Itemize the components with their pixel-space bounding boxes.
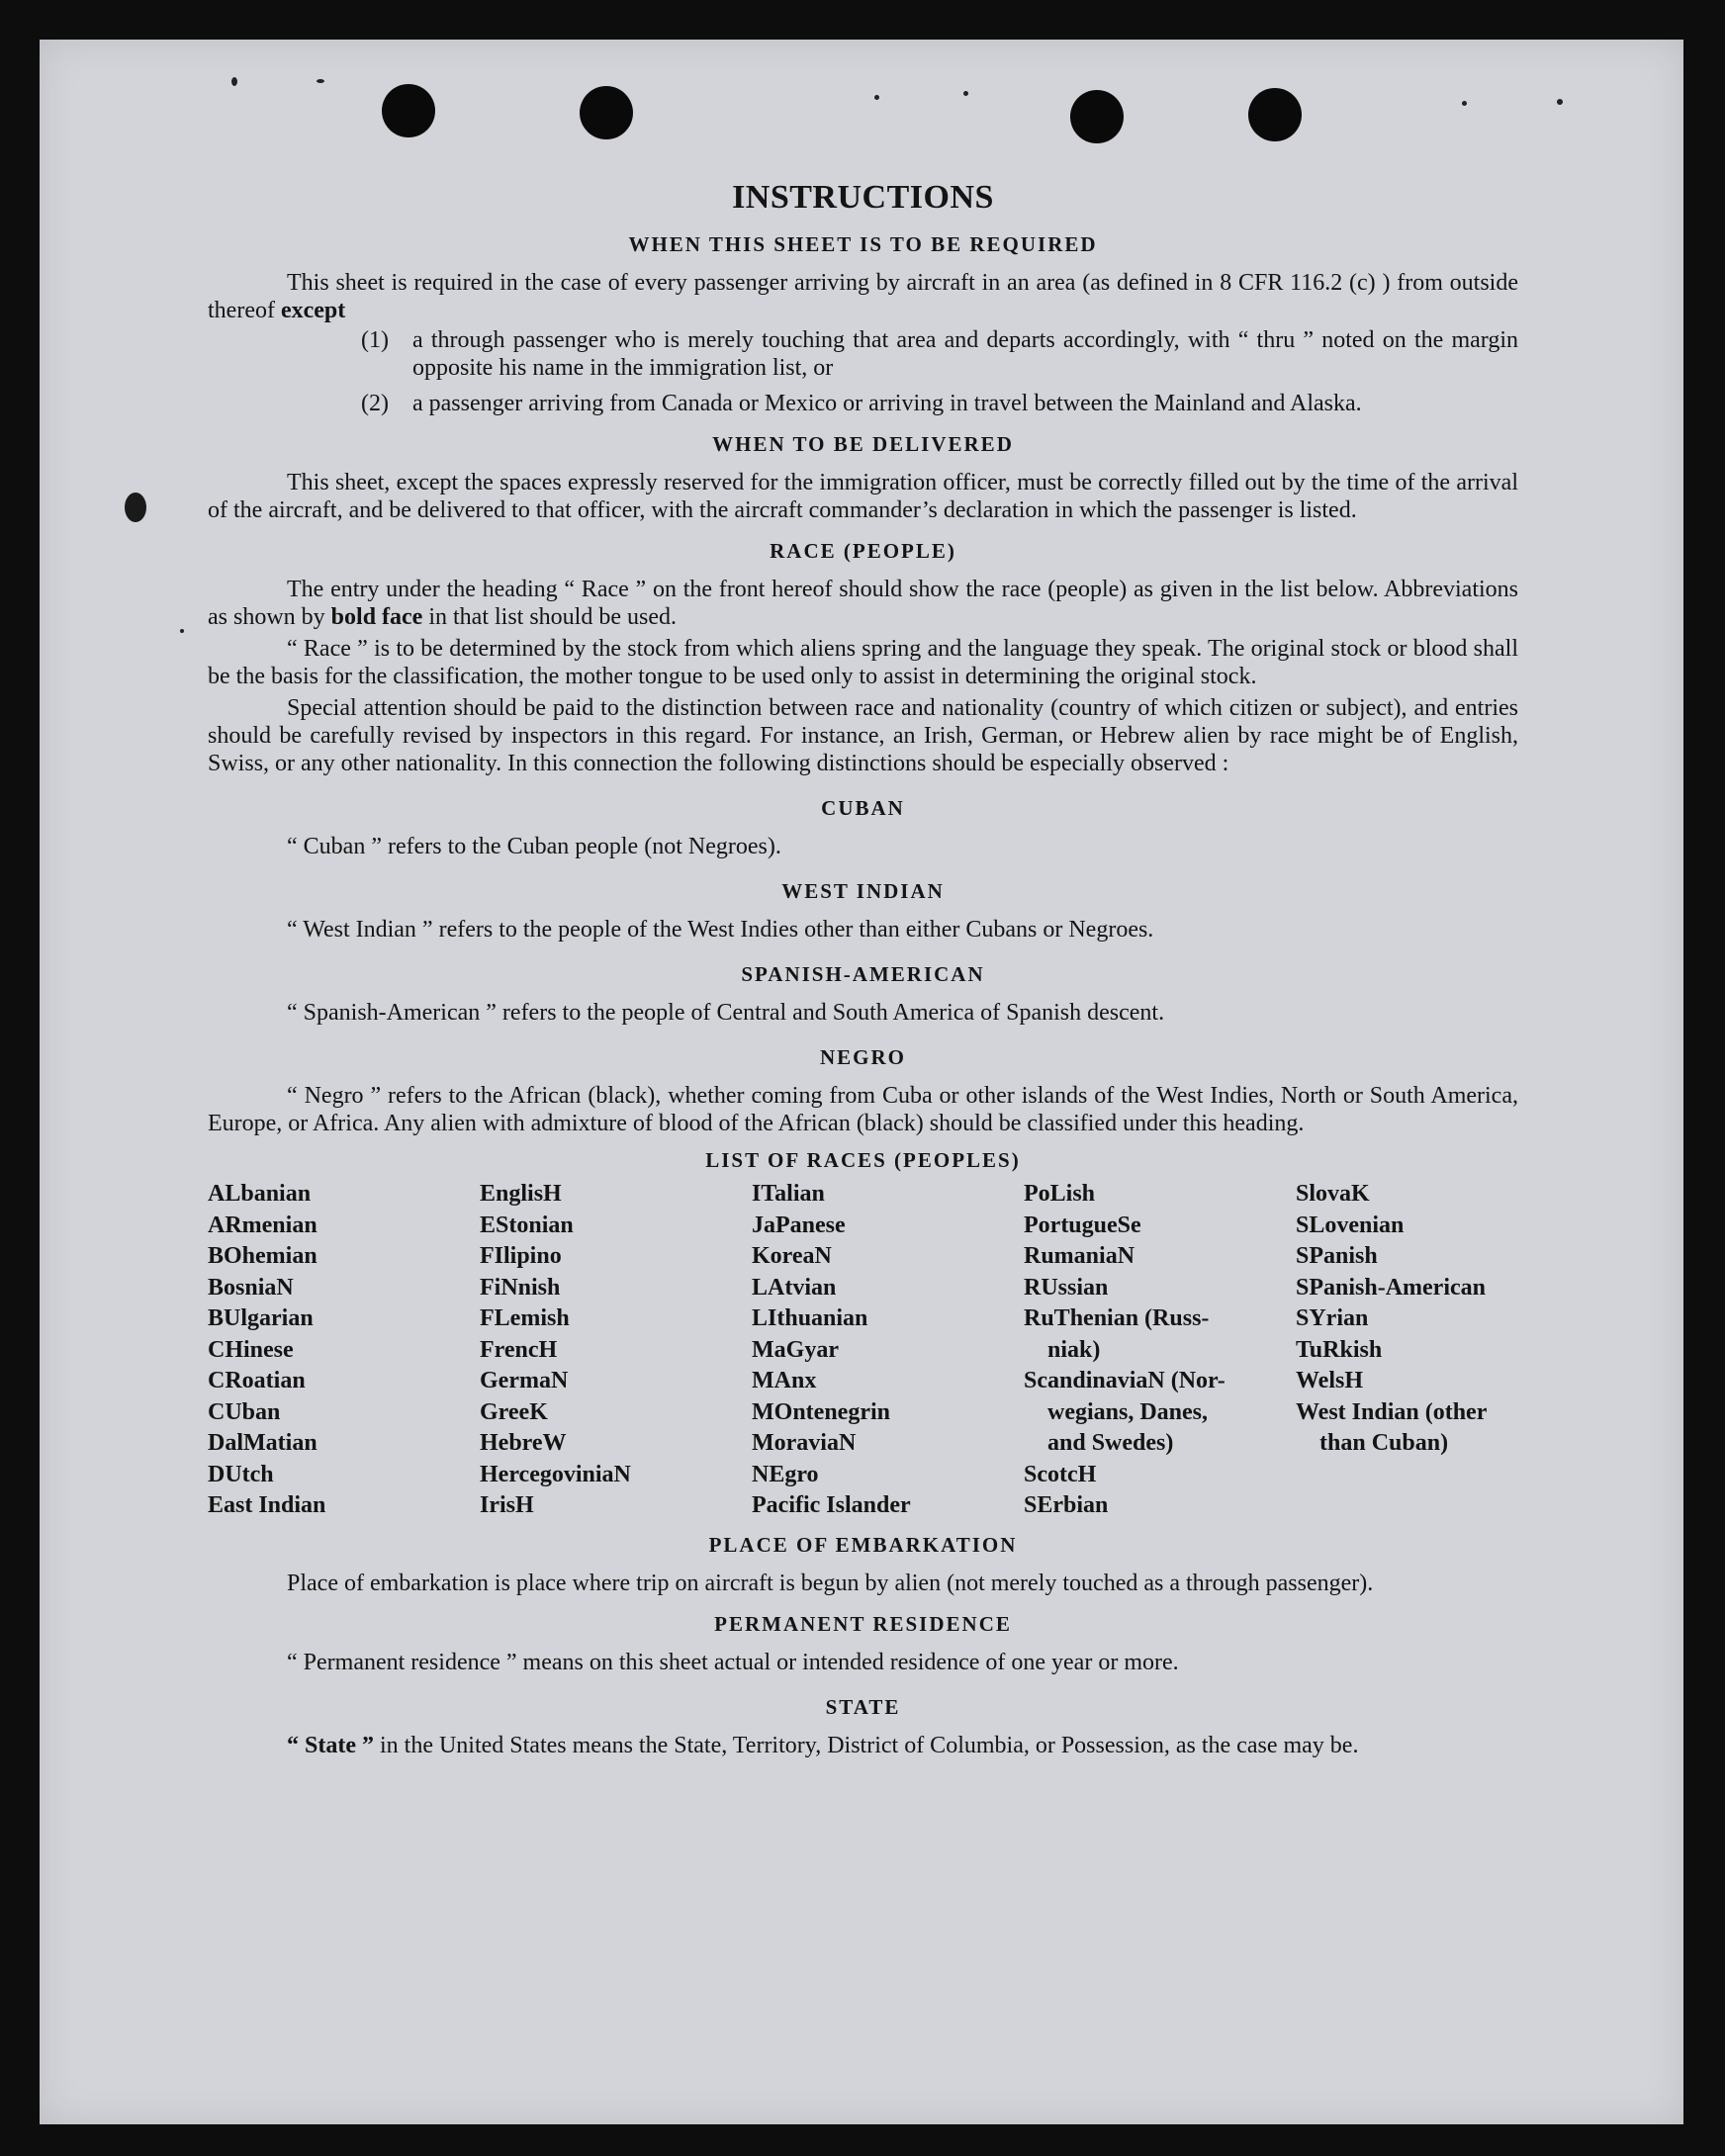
cuban-text: “ Cuban ” refers to the Cuban people (not Negroes).: [287, 834, 781, 859]
race-entry: LIthuanian: [752, 1305, 868, 1331]
race-entry: BOhemian: [208, 1243, 318, 1269]
list-item: [208, 326, 1518, 382]
race-entry: HebreW: [480, 1430, 567, 1456]
race-entry: LAtvian: [752, 1274, 837, 1301]
race-entry-continued: niak): [1047, 1336, 1101, 1363]
race-entry: FLemish: [480, 1305, 570, 1331]
race-entry: FrencH: [480, 1336, 558, 1363]
races-column-2: [480, 1179, 752, 1522]
race-entry: TuRkish: [1296, 1336, 1383, 1363]
instructions-body: [208, 178, 1518, 1759]
speck: [231, 77, 237, 86]
race-paragraph-1: The entry under the heading “ Race ” on the front hereof should show the race (people) as given in the list below. Abbreviations as shown by bold face in that list should be used.: [208, 577, 1518, 630]
races-column-4: [1024, 1179, 1296, 1522]
heading-when-required: WHEN THIS SHEET IS TO BE REQUIRED: [628, 232, 1098, 256]
race-entry: FiNnish: [480, 1274, 561, 1301]
race-entry: CRoatian: [208, 1368, 306, 1393]
race-entry: SPanish-American: [1296, 1274, 1486, 1301]
state-term: “ State ”: [287, 1732, 374, 1758]
race-entry: ScandinaviaN (Nor-: [1024, 1368, 1226, 1393]
embarkation-text: Place of embarkation is place where trip on aircraft is begun by alien (not merely touched as a through passenger).: [287, 1570, 1374, 1596]
heading-permanent-residence: PERMANENT RESIDENCE: [714, 1611, 1012, 1636]
race-entry: GermaN: [480, 1368, 569, 1393]
speck: [1557, 99, 1563, 105]
races-column-1: [208, 1179, 480, 1522]
race-entry: KoreaN: [752, 1243, 832, 1269]
race-entry-continued: and Swedes): [1047, 1430, 1174, 1456]
race-entry: RUssian: [1024, 1274, 1109, 1301]
document-page: [40, 40, 1683, 2124]
race-entry: MoraviaN: [752, 1430, 857, 1456]
race-entry: GreeK: [480, 1398, 548, 1425]
speck: [180, 629, 184, 633]
speck: [1462, 101, 1467, 106]
permanent-residence-text: “ Permanent residence ” means on this sheet actual or intended residence of one year or more.: [287, 1649, 1179, 1675]
race-entry-continued: wegians, Danes,: [1047, 1398, 1209, 1425]
heading-west-indian: WEST INDIAN: [781, 879, 945, 903]
race-entry: ITalian: [752, 1181, 825, 1207]
race-entry: MAnx: [752, 1368, 817, 1393]
bold-face-term: bold face: [330, 604, 423, 630]
heading-state: STATE: [825, 1694, 901, 1719]
spanish-american-text: “ Spanish-American ” refers to the people of Central and South America of Spanish descent.: [287, 1000, 1165, 1026]
race-entry: FIlipino: [480, 1243, 562, 1269]
heading-race: RACE (PEOPLE): [770, 539, 956, 563]
race-entry: East Indian: [208, 1492, 326, 1518]
race-entry: JaPanese: [752, 1212, 846, 1238]
list-item: [208, 390, 1518, 417]
race-entry: IrisH: [480, 1492, 534, 1518]
race-entry: SYrian: [1296, 1305, 1369, 1331]
race-entry: RuThenian (Russ-: [1024, 1305, 1210, 1331]
race-paragraph-2: “ Race ” is to be determined by the stock from which aliens spring and the language they speak. The original stock or blood shall be the basis for the classification, the mother tongue to be used only to assist in determining the original stock.: [208, 636, 1518, 689]
race-entry: HercegoviniaN: [480, 1461, 631, 1487]
punch-hole: [580, 86, 633, 139]
heading-negro: NEGRO: [819, 1045, 906, 1069]
race-entry: DUtch: [208, 1461, 274, 1487]
race-entry: DalMatian: [208, 1430, 318, 1456]
speck: [317, 79, 324, 83]
race-entry: SPanish: [1296, 1243, 1378, 1269]
race-entry: EStonian: [480, 1212, 574, 1238]
race-entry: BUlgarian: [208, 1305, 314, 1331]
speck: [874, 95, 879, 100]
races-column-3: [752, 1179, 1024, 1522]
race-entry: BosniaN: [208, 1274, 294, 1301]
race-entry: MOntenegrin: [752, 1398, 890, 1425]
race-entry: SErbian: [1024, 1492, 1109, 1518]
speck: [963, 91, 968, 96]
race-entry: PortugueSe: [1024, 1212, 1141, 1238]
item-number: (1): [361, 327, 389, 353]
item-number: (2): [361, 391, 389, 416]
punch-hole: [1070, 90, 1124, 143]
west-indian-text: “ West Indian ” refers to the people of the West Indies other than either Cubans or Negroes.: [287, 917, 1154, 943]
race-entry: CUban: [208, 1398, 281, 1425]
state-text: “ State ” in the United States means the State, Territory, District of Columbia, or Possession, as the case may be.: [287, 1732, 1359, 1758]
heading-cuban: CUBAN: [821, 796, 905, 820]
races-column-5: [1296, 1179, 1553, 1522]
race-entry: ScotcH: [1024, 1461, 1097, 1487]
race-entry: PoLish: [1024, 1181, 1096, 1207]
race-entry: CHinese: [208, 1336, 294, 1363]
race-entry: MaGyar: [752, 1336, 839, 1363]
page-title: INSTRUCTIONS: [732, 179, 994, 216]
ink-blot: [125, 493, 146, 522]
punch-hole: [382, 84, 435, 137]
race-entry: Pacific Islander: [752, 1492, 911, 1518]
heading-when-delivered: WHEN TO BE DELIVERED: [712, 432, 1014, 456]
negro-text: “ Negro ” refers to the African (black), whether coming from Cuba or other islands of the West Indies, North or South America, Europe, or Africa. Any alien with admixture of blood of the African (black) should be classified under this heading.: [208, 1083, 1518, 1136]
race-paragraph-3: Special attention should be paid to the distinction between race and nationality (country of which citizen or subject), and entries should be carefully revised by inspectors in this regard. For instance, an Irish, German, or Hebrew alien by race might be of English, Swiss, or any other nationality. In this connection the following distinctions should be especially observed :: [208, 695, 1518, 776]
race-entry: ARmenian: [208, 1212, 318, 1238]
race-entry: SlovaK: [1296, 1181, 1370, 1207]
item-text: a through passenger who is merely touching that area and departs accordingly, with “ thru ” noted on the margin opposite his name in the immigration list, or: [412, 327, 1518, 381]
when-required-intro: This sheet is required in the case of every passenger arriving by aircraft in an area (as defined in 8 CFR 116.2 (c) ) from outside thereof except: [208, 270, 1518, 323]
heading-spanish-american: SPANISH-AMERICAN: [741, 962, 985, 986]
heading-place-of-embarkation: PLACE OF EMBARKATION: [708, 1532, 1018, 1557]
races-table: [208, 1179, 1518, 1522]
except-word: except: [280, 298, 346, 323]
item-text: a passenger arriving from Canada or Mexico or arriving in travel between the Mainland and Alaska.: [412, 391, 1362, 416]
race-entry: WelsH: [1296, 1368, 1364, 1393]
race-entry: EnglisH: [480, 1181, 562, 1207]
when-delivered-text: This sheet, except the spaces expressly reserved for the immigration officer, must be correctly filled out by the time of the arrival of the aircraft, and be delivered to that officer, with the aircraft commander’s declaration in which the passenger is listed.: [208, 470, 1518, 523]
race-entry: ALbanian: [208, 1181, 312, 1207]
race-entry: West Indian (other: [1296, 1398, 1488, 1425]
punch-hole: [1248, 88, 1302, 141]
race-entry-continued: than Cuban): [1319, 1430, 1449, 1456]
heading-list-of-races: LIST OF RACES (PEOPLES): [705, 1148, 1021, 1172]
race-entry: SLovenian: [1296, 1212, 1405, 1238]
race-entry: NEgro: [752, 1461, 819, 1487]
race-entry: RumaniaN: [1024, 1243, 1135, 1269]
